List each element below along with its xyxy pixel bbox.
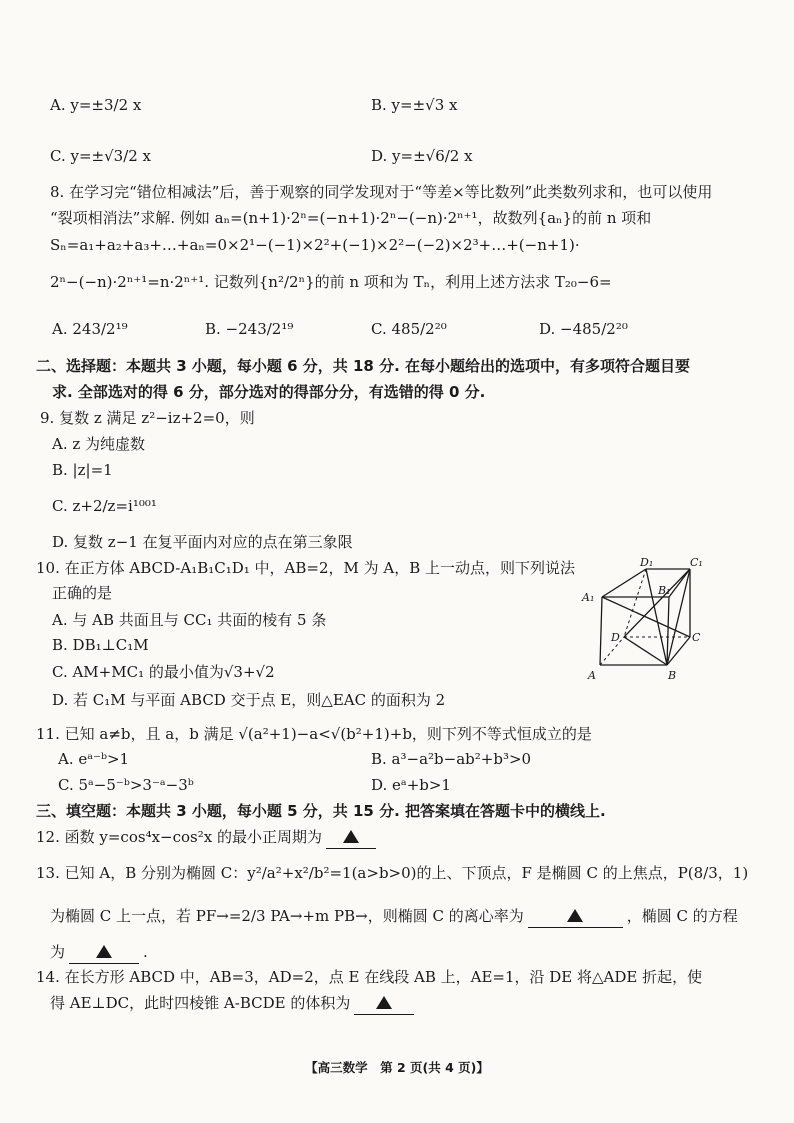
q10-option-d: D. 若 C₁M 与平面 ABCD 交于点 E，则△EAC 的面积为 2 [52, 691, 446, 709]
triangle-icon [567, 909, 583, 922]
q7-option-c: C. y=±√3/2 x [50, 147, 152, 165]
label-d1: D₁ [640, 556, 654, 569]
triangle-icon [376, 996, 392, 1009]
q8-option-d: D. −485/2²⁰ [539, 320, 628, 338]
q10-option-a: A. 与 AB 共面且与 CC₁ 共面的棱有 5 条 [52, 611, 327, 629]
label-a: A [588, 669, 596, 682]
hidden-edge-d1-d [624, 569, 646, 637]
q12-stem: 12. 函数 y=cos⁴x−cos²x 的最小正周期为 [36, 828, 322, 846]
cube-figure [578, 555, 714, 685]
q13-line-1: 13. 已知 A，B 分别为椭圆 C：y²/a²+x²/b²=1(a>b>0)的上、下顶点，F 是椭圆 C 的上焦点，P(8/3，1) [36, 864, 749, 882]
q10-stem-2: 正确的是 [52, 584, 113, 602]
q7-option-a: A. y=±3/2 x [50, 96, 142, 114]
q7-option-b: B. y=±√3 x [371, 96, 458, 114]
q9-option-b: B. |z|=1 [52, 461, 113, 479]
q11-option-d: D. eᵃ+b>1 [371, 776, 451, 794]
label-c: C [692, 631, 701, 644]
section-2-heading-cont: 求. 全部选对的得 6 分，部分选对的得部分分，有选错的得 0 分. [52, 383, 486, 401]
q12-answer-blank [326, 826, 376, 849]
q11-option-c: C. 5ᵃ−5⁻ᵇ>3⁻ᵃ−3ᵇ [58, 776, 194, 794]
q12-line [36, 826, 380, 849]
triangle-icon [96, 945, 112, 958]
q13-line-2 [50, 905, 738, 928]
q8-option-c: C. 485/2²⁰ [371, 320, 447, 338]
section-3-heading: 三、填空题：本题共 3 小题，每小题 5 分，共 15 分. 把答案填在答题卡中的横线上. [36, 802, 606, 820]
q9-stem: 9. 复数 z 满足 z²−iz+2=0，则 [40, 409, 255, 427]
q11-option-b: B. a³−a²b−ab²+b³>0 [371, 750, 532, 768]
q14-line-2-text: 得 AE⊥DC，此时四棱锥 A-BCDE 的体积为 [50, 994, 351, 1012]
diagonal-d-b [624, 637, 667, 665]
q9-option-c: C. z+2/z=i¹⁰⁰¹ [52, 497, 157, 515]
q7-option-d: D. y=±√6/2 x [371, 147, 473, 165]
q13-equation-blank [69, 941, 139, 964]
q13-line-2a: 为椭圆 C 上一点，若 PF→=2/3 PA→+m PB→，则椭圆 C 的离心率为 [50, 907, 524, 925]
q10-option-b: B. DB₁⊥C₁M [52, 636, 149, 654]
q14-line-2 [50, 992, 418, 1015]
label-a1: A₁ [582, 591, 595, 604]
q10-stem-1: 10. 在正方体 ABCD-A₁B₁C₁D₁ 中，AB=2，M 为 A，B 上一动点，则下列说法 [36, 559, 576, 577]
q8-option-a: A. 243/2¹⁹ [52, 320, 128, 338]
edge-b1-b [667, 597, 669, 665]
label-d: D [611, 631, 620, 644]
section-2-heading: 二、选择题：本题共 3 小题，每小题 6 分，共 18 分. 在每小题给出的选项中，有多项符合题目要 [36, 357, 691, 375]
q9-option-d: D. 复数 z−1 在复平面内对应的点在第三象限 [52, 533, 353, 551]
q9-option-a: A. z 为纯虚数 [52, 435, 146, 453]
edge-a1-a [600, 597, 602, 665]
label-b1: B₁ [658, 584, 671, 597]
q10-option-c: C. AM+MC₁ 的最小值为√3+√2 [52, 663, 275, 681]
diagonal-d-c1 [624, 569, 690, 637]
q13-line-3: 为 . [50, 941, 148, 964]
q11-stem: 11. 已知 a≠b，且 a，b 满足 √(a²+1)−a<√(b²+1)+b，则下列不等式恒成立的是 [36, 725, 592, 743]
q8-line-4: 2ⁿ−(−n)·2ⁿ⁺¹=n·2ⁿ⁺¹. 记数列{n²/2ⁿ}的前 n 项和为 Tₙ，利用上述方法求 T₂₀−6= [50, 273, 612, 291]
triangle-icon [343, 830, 359, 843]
q8-line-2: “裂项相消法”求解. 例如 aₙ=(n+1)·2ⁿ=(−n+1)·2ⁿ−(−n)·2ⁿ⁺¹，故数列{aₙ}的前 n 项和 [50, 209, 652, 227]
q13-line-3-text: 为 [50, 943, 66, 961]
label-b: B [668, 669, 677, 682]
label-c1: C₁ [690, 556, 703, 569]
page-footer: 【高三数学 第 2 页(共 4 页)】 [305, 1060, 489, 1075]
edge-a1-d1 [602, 569, 646, 597]
q8-line-1: 8. 在学习完“错位相减法”后，善于观察的同学发现对于“等差×等比数列”此类数列求和，也可以使用 [50, 183, 713, 201]
q8-line-3: Sₙ=a₁+a₂+a₃+…+aₙ=0×2¹−(−1)×2²+(−1)×2²−(−2)×2³+…+(−n+1)· [50, 236, 580, 254]
q13-line-2b: ，椭圆 C 的方程 [626, 907, 738, 925]
q14-line-1: 14. 在长方形 ABCD 中，AB=3，AD=2，点 E 在线段 AB 上，AE=1，沿 DE 将△ADE 折起，使 [36, 968, 703, 986]
q11-option-a: A. eᵃ⁻ᵇ>1 [58, 750, 130, 768]
q8-option-b: B. −243/2¹⁹ [205, 320, 294, 338]
q13-eccentricity-blank [528, 905, 623, 928]
q14-answer-blank [354, 992, 414, 1015]
